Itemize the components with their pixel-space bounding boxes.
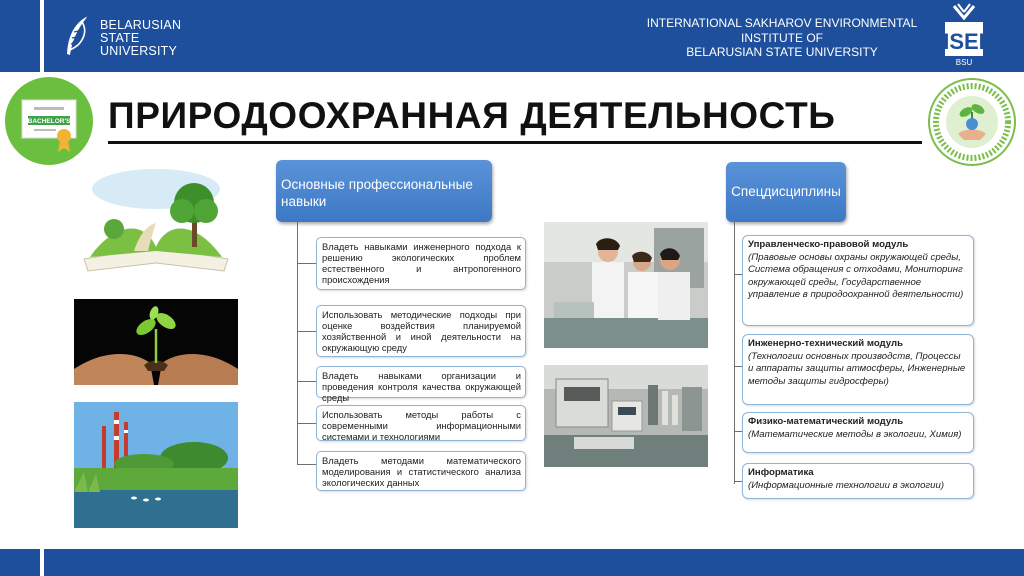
factory-river-image — [74, 402, 238, 528]
page-title: ПРИРОДООХРАННАЯ ДЕЯТЕЛЬНОСТЬ — [108, 95, 836, 136]
institute-name-line-3: BELARUSIAN STATE UNIVERSITY — [686, 45, 878, 59]
module-card — [742, 412, 974, 453]
university-name-line-2: STATE — [100, 31, 140, 45]
specs-tree-trunk — [734, 222, 735, 484]
skill-item: Владеть навыками инженерного подхода к решению экологических проблем естественного и антропогенного происхождения — [316, 237, 526, 290]
skills-tree-branch — [297, 331, 316, 332]
eco-emblem-icon — [928, 78, 1016, 166]
skill-item: Использовать методы работы с современными информационными системами и технологиями — [316, 405, 526, 441]
university-name — [100, 19, 181, 58]
institute-name-line-1: INTERNATIONAL SAKHAROV ENVIRONMENTAL — [646, 16, 918, 30]
book-landscape-image — [74, 163, 238, 283]
lab-equipment-image — [544, 365, 708, 467]
skills-tree-branch — [297, 381, 316, 382]
university-name-line-1: BELARUSIAN — [100, 18, 182, 32]
skills-heading: Основные профессиональные навыки — [276, 160, 492, 222]
institute-name — [622, 16, 942, 60]
footer-bar — [0, 549, 1024, 576]
module-subjects: (Правовые основы охраны окружающей среды, Система обращения с отходами, Мониторинг окружающей среды, Государственное управление в природоохранной деятельности) — [748, 251, 964, 300]
skill-item: Использовать методические подходы при оценке воздействия планируемой хозяйственной и иной деятельности на окружающую среду — [316, 305, 526, 357]
specs-tree-branch — [734, 366, 742, 367]
svg-text:ISEI: ISEI — [943, 29, 985, 54]
skill-item: Владеть методами математического моделирования и статистического анализа экологических данных — [316, 451, 526, 491]
module-subjects: (Технологии основных производств, Процессы и аппараты защиты атмосферы, Инженерные методы защиты гидросферы) — [748, 350, 966, 387]
specs-tree-branch — [734, 431, 742, 432]
specs-tree-branch — [734, 481, 742, 482]
hands-seedling-image — [74, 299, 238, 385]
module-subjects: (Информационные технологии в экологии) — [748, 479, 945, 491]
footer-divider — [40, 549, 44, 576]
module-title: Инженерно-технический модуль — [748, 338, 903, 349]
specs-heading: Спецдисциплины — [726, 162, 846, 222]
bachelor-badge-icon — [4, 76, 94, 166]
svg-text:BACHELOR'S: BACHELOR'S — [27, 118, 71, 125]
skill-item: Владеть навыками организации и проведения контроля качества окружающей среды — [316, 366, 526, 398]
institute-name-line-2: INSTITUTE OF — [741, 30, 823, 45]
lab-scientists-image — [544, 222, 708, 348]
module-subjects: (Математические методы в экологии, Химия) — [748, 428, 962, 440]
module-card — [742, 463, 974, 499]
module-title: Управленческо-правовой модуль — [748, 239, 909, 250]
module-title: Физико-математический модуль — [748, 416, 904, 427]
skills-tree-trunk — [297, 222, 298, 464]
skills-tree-branch — [297, 263, 316, 264]
skills-tree-branch — [297, 423, 316, 424]
title-underline — [108, 141, 922, 144]
module-card — [742, 334, 974, 405]
isei-logo-icon — [942, 2, 986, 68]
skills-tree-branch — [297, 464, 316, 465]
header-divider — [40, 0, 44, 72]
module-title: Информатика — [748, 467, 814, 478]
specs-tree-branch — [734, 274, 742, 275]
university-feather-logo-icon — [62, 14, 96, 58]
university-name-line-3: UNIVERSITY — [100, 44, 178, 58]
header-bar — [0, 0, 1024, 72]
module-card — [742, 235, 974, 326]
svg-text:BSU: BSU — [955, 58, 973, 67]
